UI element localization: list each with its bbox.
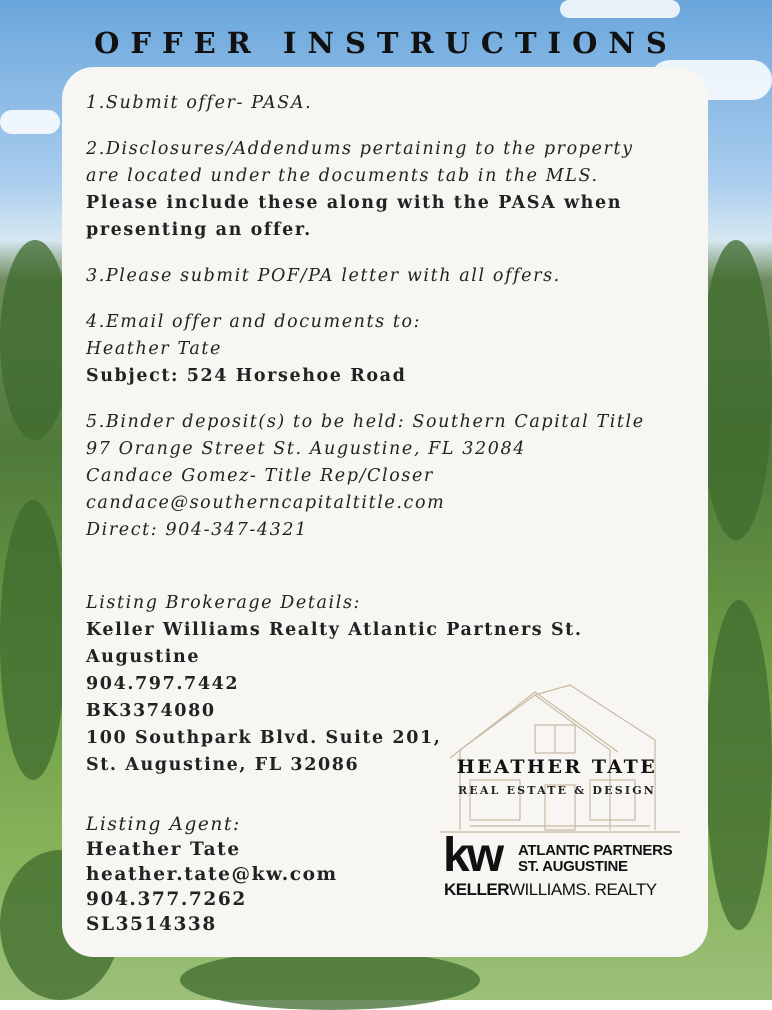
brokerage-line: BK3374080	[86, 701, 216, 721]
instruction-line: are located under the documents tab in the MLS.	[86, 166, 599, 186]
instruction-line: candace@southerncapitaltitle.com	[86, 493, 446, 513]
instruction-line: 97 Orange Street St. Augustine, FL 32084	[86, 439, 526, 459]
kw-office-line: ATLANTIC PARTNERS	[518, 842, 673, 859]
brokerage-line: 100 Southpark Blvd. Suite 201,	[86, 728, 442, 748]
instruction-line: Candace Gomez- Title Rep/Closer	[86, 466, 434, 486]
brokerage-heading: Listing Brokerage Details:	[86, 593, 362, 613]
instruction-line: Subject: 524 Horsehoe Road	[86, 366, 407, 386]
agent-line: 904.377.7262	[86, 889, 247, 910]
instruction-line: Direct: 904-347-4321	[86, 520, 308, 540]
instruction-5	[86, 409, 686, 544]
brokerage-line: Keller Williams Realty Atlantic Partners St.	[86, 620, 583, 640]
kw-realty-rest: WILLIAMS. REALTY	[509, 880, 657, 899]
instruction-line: 4.Email offer and documents to:	[86, 312, 422, 332]
page-title: OFFER INSTRUCTIONS	[94, 26, 678, 60]
instruction-line: Please include these along with the PASA when	[86, 193, 623, 213]
kw-logo-mark: kw	[443, 829, 502, 882]
kw-office-line: ST. AUGUSTINE	[518, 858, 628, 875]
instruction-line: 2.Disclosures/Addendums pertaining to the property	[86, 139, 634, 159]
instruction-line: 3.Please submit POF/PA letter with all offers.	[86, 266, 561, 286]
instruction-line: 1.Submit offer- PASA.	[86, 93, 313, 113]
brand-name: HEATHER TATE	[456, 756, 658, 778]
kw-realty-bold: KELLER	[444, 880, 509, 899]
brokerage-line: 904.797.7442	[86, 674, 240, 694]
instruction-4	[86, 309, 686, 390]
brokerage-line: Augustine	[86, 647, 201, 667]
instruction-1	[86, 90, 686, 117]
instruction-line: Heather Tate	[86, 339, 222, 359]
agent-line: SL3514338	[86, 914, 217, 935]
brand-tagline: REAL ESTATE & DESIGN	[457, 784, 657, 797]
kw-office-name	[518, 843, 672, 875]
agent-line: Heather Tate	[86, 839, 241, 860]
agent-line: heather.tate@kw.com	[86, 864, 338, 885]
instruction-3	[86, 263, 686, 290]
agent-heading: Listing Agent:	[86, 814, 241, 835]
instruction-line: presenting an offer.	[86, 220, 312, 240]
kw-realty-wordmark	[444, 880, 657, 900]
instruction-line: 5.Binder deposit(s) to be held: Southern Capital Title	[86, 412, 645, 432]
brokerage-line: St. Augustine, FL 32086	[86, 755, 360, 775]
instruction-2	[86, 136, 686, 244]
